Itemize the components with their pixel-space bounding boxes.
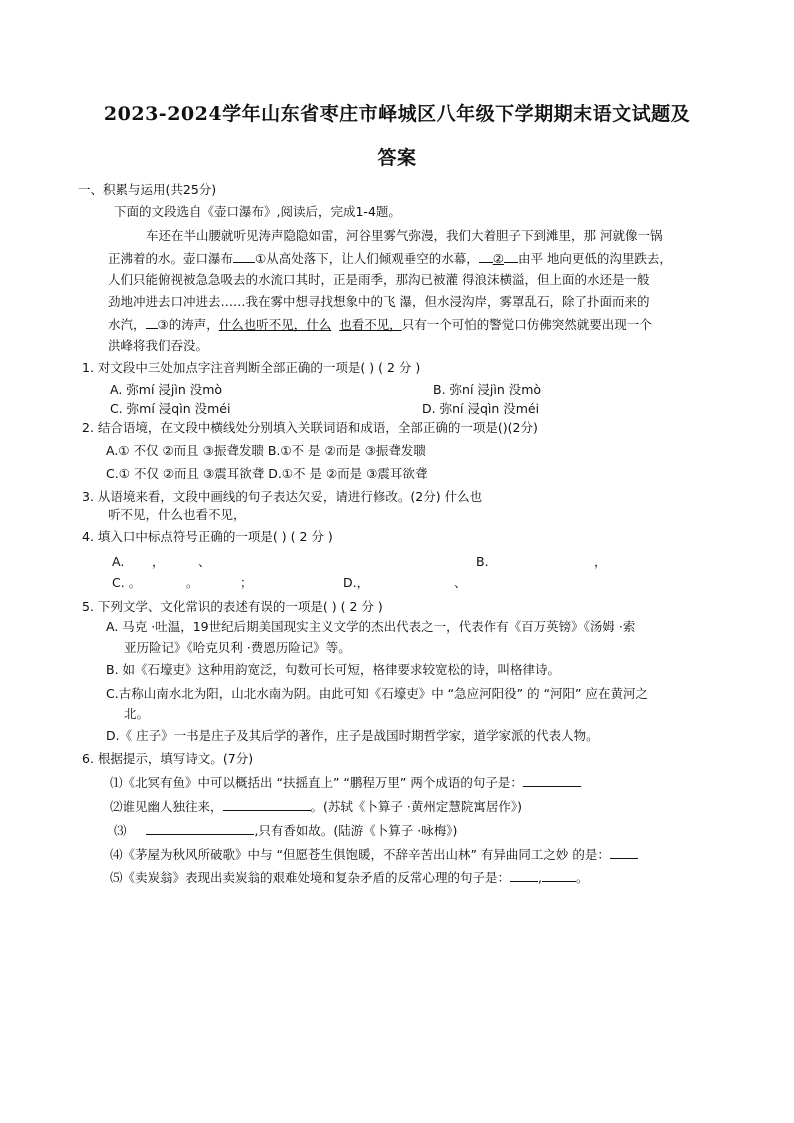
question-4-option-d-mark-1: 、 — [454, 575, 467, 590]
question-1-option-c: C. 弥mí 浸qìn 没méi — [110, 401, 231, 416]
question-4-option-c-mark-1: 。 — [186, 575, 199, 590]
item-text: ⑸《卖炭翁》表现出卖炭翁的艰难处境和复杂矛盾的反常心理的句子是： — [110, 870, 511, 885]
passage-text: 只有一个可怕的警觉口仿佛突然就要出现一个 — [401, 317, 652, 332]
question-4-option-a: A. — [112, 554, 125, 569]
answer-blank[interactable] — [610, 845, 638, 859]
blank-2-right — [504, 249, 518, 263]
item-text: ⑴《北冥有鱼》中可以概括出 “扶摇直上” “鹏程万里” 两个成语的句子是： — [110, 775, 523, 790]
question-5-option-c-line-1: C.古称山南水北为阳，山北水南为阴。由此可知《石壕吏》中 “急应河阳役” 的 “河阳” 应在黄河之 — [106, 686, 649, 701]
title-line-2: 答案 — [377, 147, 417, 169]
underlined-sentence-part-1: 什么也听不见，什么 — [218, 317, 332, 332]
passage-text: 由平 地向更低的沟里跌去， — [517, 251, 672, 266]
question-6-stem: 6. 根据提示，填写诗文。(7分) — [82, 751, 254, 766]
passage-text: ①从高处落下，让人们倾观垂空的水幕， — [255, 251, 479, 266]
item-text: ⑶ — [114, 823, 127, 838]
passage-line-1: 车还在半山腰就听见涛声隐隐如雷，河谷里雾气弥漫，我们大着胆子下到滩里，那 河就像一锅 — [146, 228, 663, 243]
question-6-item-2 — [110, 797, 522, 816]
question-5-option-c-line-2: 北。 — [124, 706, 150, 721]
question-2-options-cd: C.① 不仅 ②而且 ③震耳欲聋 D.①不 是 ②而是 ③震耳欲聋 — [106, 466, 428, 481]
question-4-option-a-mark-2: 、 — [198, 554, 211, 569]
question-6-item-5 — [110, 868, 589, 887]
blank-2-left — [479, 249, 493, 263]
question-5-option-b: B. 如《石壕吏》这种用韵宽泛，句数可长可短，格律要求较宽松的诗，叫格律诗。 — [106, 662, 561, 677]
item-text: ⑵谁见幽人独往来， — [110, 799, 223, 814]
passage-text: 正沸着的水。壶口瀑布 — [108, 251, 234, 266]
answer-blank[interactable] — [542, 868, 576, 882]
question-6-item-1 — [110, 773, 581, 792]
page-title — [60, 92, 734, 180]
item-text: 。(苏轼《卜算子 ·黄州定慧院寓居作》) — [310, 799, 522, 814]
item-text: 。 — [576, 870, 589, 885]
item-text: ⑷《茅屋为秋风所破歌》中与 “但愿苍生俱饱暖，不辞辛苦出山林” 有异曲同工之妙 的是： — [110, 847, 610, 862]
question-2-stem: 2. 结合语境，在文段中横线处分别填入关联词语和成语，全部正确的一项是()(2分) — [82, 420, 538, 435]
blank-3 — [146, 315, 158, 329]
answer-blank[interactable] — [510, 868, 538, 882]
section-heading: 一、积累与运用(共25分) — [78, 182, 217, 197]
question-1-option-b: B. 弥ní 浸jìn 没mò — [433, 382, 542, 397]
question-4-option-b: B. — [476, 554, 489, 569]
question-4-option-c-mark-2: ； — [240, 575, 253, 590]
question-1-stem: 1. 对文段中三处加点字注音判断全部正确的一项是( ) ( 2 分 ) — [82, 360, 421, 375]
underlined-sentence-part-2: 也看不见， — [339, 317, 402, 332]
question-5-stem: 5. 下列文学、文化常识的表述有误的一项是( ) ( 2 分 ) — [82, 599, 383, 614]
question-4-stem: 4. 填入口中标点符号正确的一项是( ) ( 2 分 ) — [82, 529, 333, 544]
passage-text: ③的涛声， — [157, 317, 219, 332]
question-6-item-3 — [114, 821, 457, 840]
passage-line-3: 人们只能俯视被急急吸去的水流口其时，正是雨季，那沟已被灌 得浪沫横溢，但上面的水还是一般 — [108, 272, 650, 287]
question-1-option-d: D. 弥ní 浸qìn 没méi — [422, 401, 540, 416]
passage-text: 水汽， — [108, 317, 146, 332]
passage-line-4: 劲地冲进去口冲进去……我在雾中想寻找想象中的飞 瀑，但水浸沟岸，雾罩乱石，除了扑面而来的 — [108, 294, 650, 309]
answer-blank[interactable] — [223, 797, 311, 811]
question-5-option-d: D.《 庄子》一书是庄子及其后学的著作，庄子是战国时期哲学家，道学家派的代表人物。 — [106, 728, 599, 743]
answer-blank[interactable] — [146, 821, 254, 835]
question-4-option-b-mark-1: ， — [594, 554, 607, 569]
title-line-1: 2023-2024学年山东省枣庄市峄城区八年级下学期期末语文试题及 — [103, 103, 691, 125]
item-text: , — [538, 870, 542, 885]
question-1-option-a: A. 弥mí 浸jìn 没mò — [110, 382, 223, 397]
passage-line-6: 洪峰将我们吞没。 — [108, 338, 209, 353]
blank-1 — [233, 249, 255, 263]
passage-line-2 — [108, 249, 672, 268]
question-4-option-a-mark-1: ， — [152, 554, 165, 569]
question-5-option-a-line-1: A. 马克 ·吐温，19世纪后期美国现实主义文学的杰出代表之一，代表作有《百万英镑》《汤姆 ·索 — [106, 619, 636, 634]
item-text: ,只有香如故。(陆游《卜算子 ·咏梅》) — [254, 823, 458, 838]
question-4-option-d: D.， — [343, 575, 370, 590]
section-intro: 下面的文段选自《壶口瀑布》,阅读后，完成1-4题。 — [114, 204, 401, 219]
question-3-stem: 3. 从语境来看，文段中画线的句子表达欠妥，请进行修改。(2分) 什么也 — [82, 489, 483, 504]
passage-line-5 — [108, 315, 652, 334]
question-4-option-c: C. 。 — [112, 575, 142, 590]
question-2-options-ab: A.① 不仅 ②而且 ③振聋发聩 B.①不 是 ②而是 ③振聋发聩 — [106, 443, 426, 458]
question-5-option-a-line-2: 亚历险记》《哈克贝利 ·费恩历险记》等。 — [124, 640, 351, 655]
question-6-item-4 — [110, 845, 638, 864]
question-3-answer: 听不见，什么也看不见， — [108, 507, 246, 522]
blank-2-label: ② — [492, 251, 504, 266]
answer-blank[interactable] — [523, 773, 581, 787]
